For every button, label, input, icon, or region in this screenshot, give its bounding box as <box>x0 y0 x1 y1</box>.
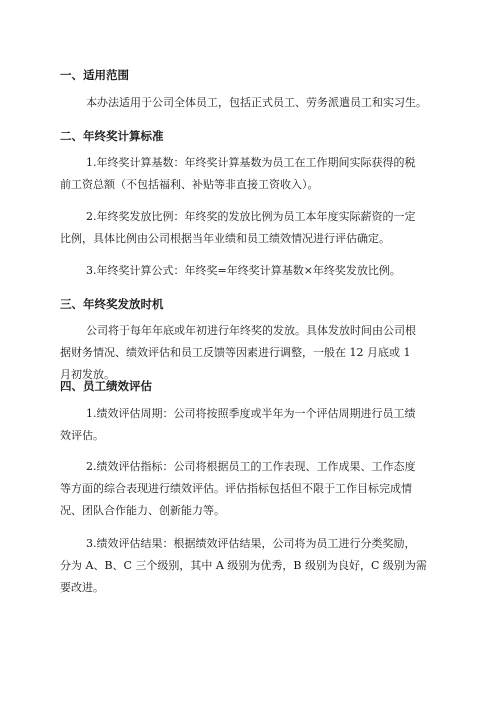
paragraph-evaluation-indicators <box>60 456 450 522</box>
paragraph-line: 前工资总额（不包括福利、补贴等非直接工资收入）。 <box>60 178 319 191</box>
section-heading-performance-evaluation: 四、员工绩效评估 <box>60 379 152 393</box>
paragraph-line: 3.绩效评估结果：根据绩效评估结果，公司将为员工进行分类奖励， <box>86 537 416 550</box>
paragraph-payout-timing <box>60 320 450 386</box>
section-heading-payout-timing: 三、年终奖发放时机 <box>60 297 164 311</box>
paragraph-line: 月初发放。 <box>60 368 115 381</box>
paragraph-calculation-base <box>60 152 450 196</box>
paragraph-line: 等方面的综合表现进行绩效评估。评估指标包括但不限于工作目标完成情 <box>60 482 412 495</box>
paragraph-line: 2.年终奖发放比例：年终奖的发放比例为员工本年度实际薪资的一定 <box>86 210 416 223</box>
paragraph-line: 公司将于每年年底或年初进行年终奖的发放。具体发放时间由公司根 <box>86 324 416 337</box>
paragraph-line: 况、团队合作能力、创新能力等。 <box>60 504 225 517</box>
section-heading-scope: 一、适用范围 <box>60 68 129 82</box>
paragraph-formula <box>60 260 450 282</box>
paragraph-line: 分为 A、B、C 三个级别，其中 A 级别为优秀，B 级别为良好，C 级别为需 <box>60 559 427 572</box>
paragraph-line: 效评估。 <box>60 429 104 442</box>
paragraph-line: 本办法适用于公司全体员工，包括正式员工、劳务派遣员工和实习生。 <box>86 96 427 109</box>
paragraph-line: 2.绩效评估指标：公司将根据员工的工作表现、工作成果、工作态度 <box>86 460 416 473</box>
paragraph-line: 3.年终奖计算公式：年终奖=年终奖计算基数×年终奖发放比例。 <box>86 264 401 277</box>
paragraph-line: 1.年终奖计算基数：年终奖计算基数为员工在工作期间实际获得的税 <box>86 156 416 169</box>
paragraph-evaluation-results <box>60 533 450 599</box>
paragraph-evaluation-cycle <box>60 403 450 447</box>
paragraph-line: 要改进。 <box>60 581 104 594</box>
paragraph-scope <box>60 92 450 114</box>
paragraph-payout-ratio <box>60 206 450 250</box>
section-heading-calculation-standard: 二、年终奖计算标准 <box>60 129 164 143</box>
paragraph-line: 比例，具体比例由公司根据当年业绩和员工绩效情况进行评估确定。 <box>60 232 390 245</box>
paragraph-line: 1.绩效评估周期：公司将按照季度或半年为一个评估周期进行员工绩 <box>86 407 416 420</box>
paragraph-line: 据财务情况、绩效评估和员工反馈等因素进行调整，一般在 12 月底或 1 <box>60 346 411 359</box>
